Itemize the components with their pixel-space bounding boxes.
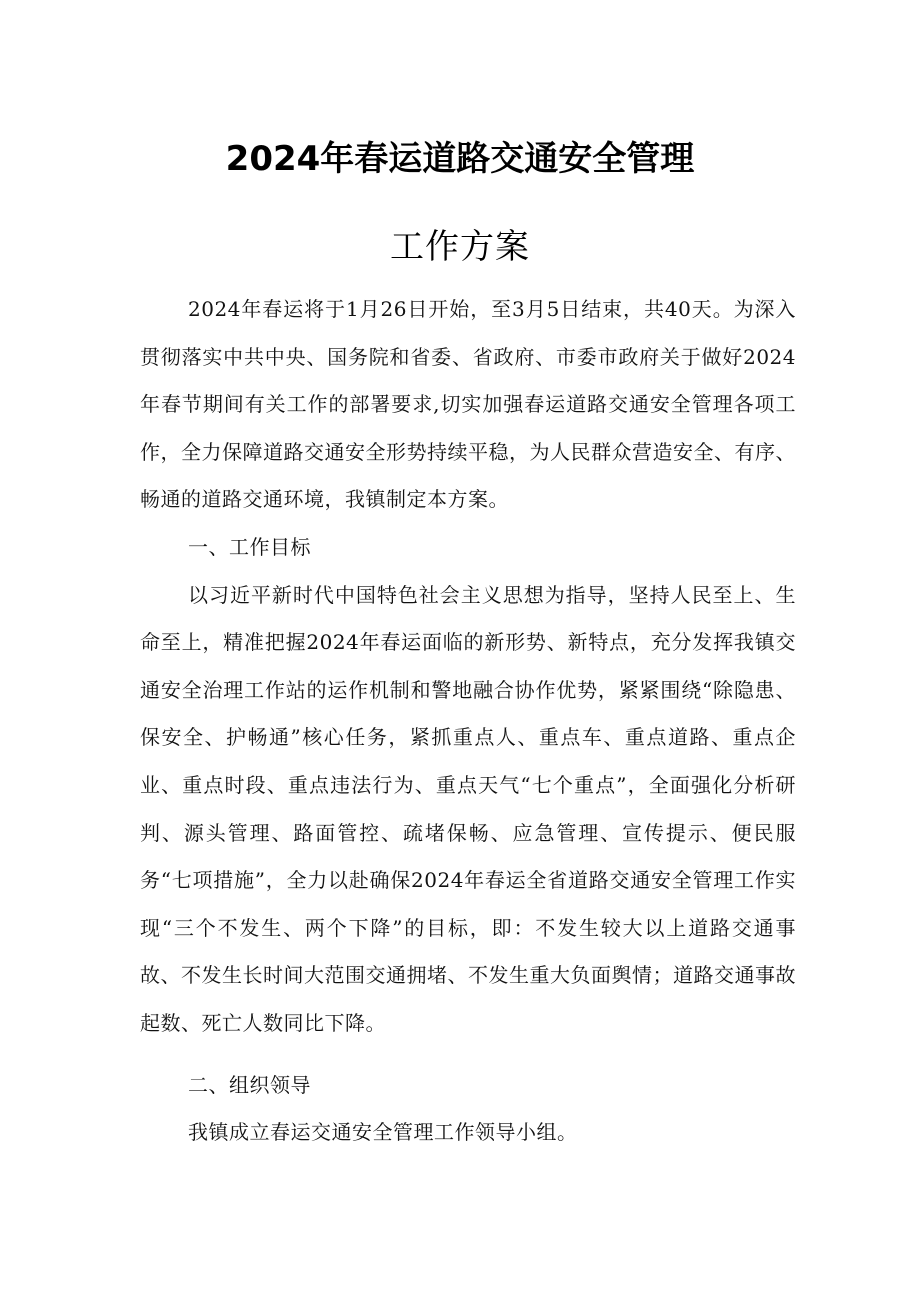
document-body: [140, 286, 796, 1157]
section-1-paragraph: 以习近平新时代中国特色社会主义思想为指导，坚持人民至上、生命至上，精准把握2024年春运面临的新形势、新特点，充分发挥我镇交通安全治理工作站的运作机制和警地融合协作优势，紧紧围绕“除隐患、保安全、护畅通”核心任务，紧抓重点人、重点车、重点道路、重点企业、重点时段、重点违法行为、重点天气“七个重点”，全面强化分析研判、源头管理、路面管控、疏堵保畅、应急管理、宣传提示、便民服务“七项措施”，全力以赴确保2024年春运全省道路交通安全管理工作实现“三个不发生、两个下降”的目标，即：不发生较大以上道路交通事故、不发生长时间大范围交通拥堵、不发生重大负面舆情；道路交通事故起数、死亡人数同比下降。: [140, 582, 796, 1035]
section-2-paragraph: 我镇成立春运交通安全管理工作领导小组。: [188, 1120, 578, 1145]
document-title-line-2: 工作方案: [390, 227, 530, 267]
section-2-heading: 二、组织领导: [188, 1072, 311, 1097]
intro-paragraph: 2024年春运将于1月26日开始，至3月5日结束，共40天。为深入贯彻落实中共中央、国务院和省委、省政府、市委市政府关于做好2024年春节期间有关工作的部署要求,切实加强春运道路交通安全管理各项工作，全力保障道路交通安全形势持续平稳，为人民群众营造安全、有序、畅通的道路交通环境，我镇制定本方案。: [140, 297, 796, 512]
document-title-line-1: 2024年春运道路交通安全管理: [225, 139, 695, 179]
section-1-heading: 一、工作目标: [188, 534, 311, 559]
